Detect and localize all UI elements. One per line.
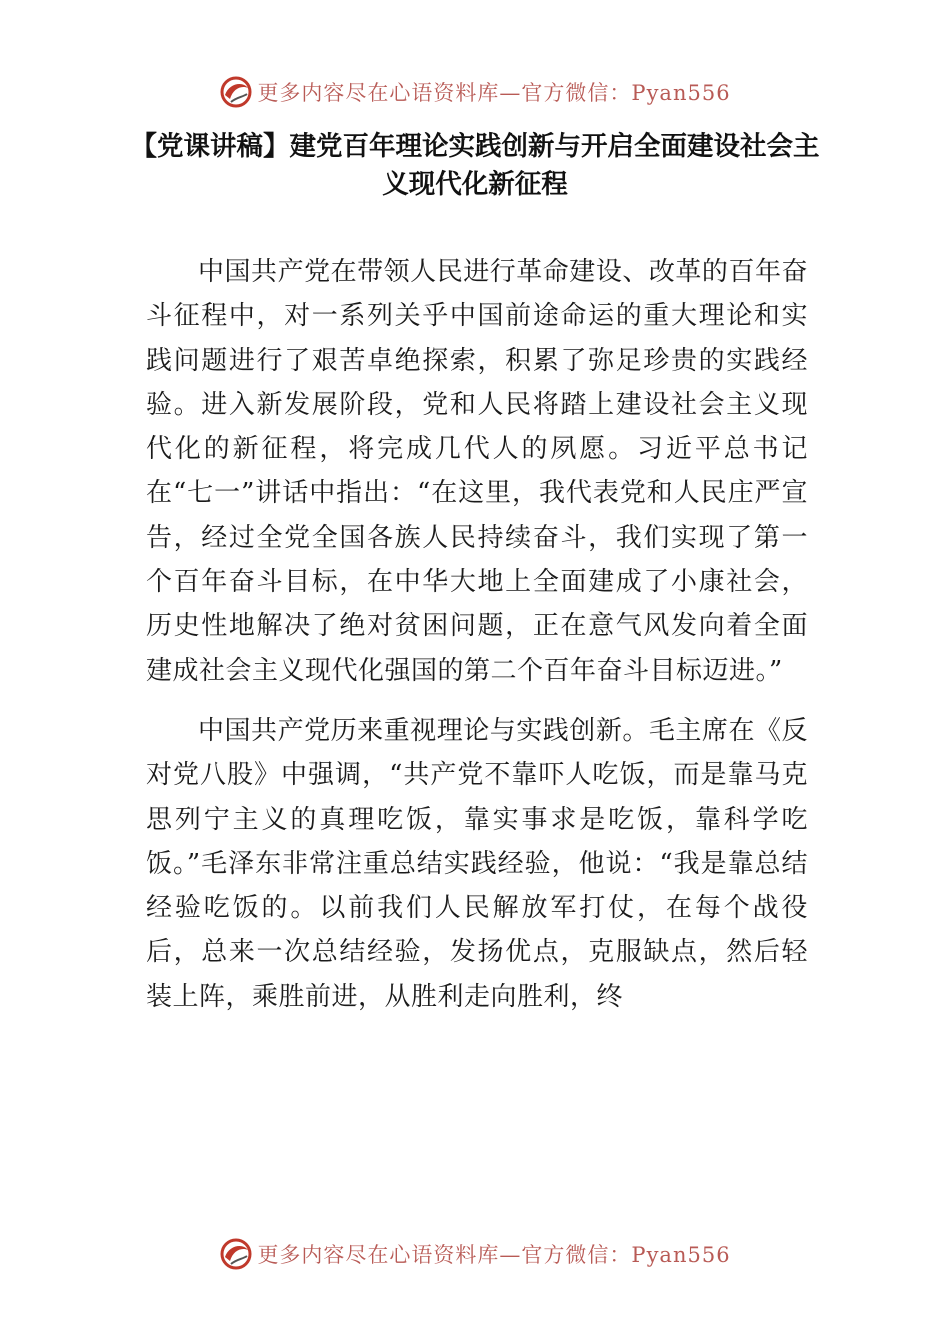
red-swirl-logo-icon <box>219 75 253 109</box>
document-title: 【党课讲稿】建党百年理论实践创新与开启全面建设社会主义现代化新征程 <box>130 131 820 200</box>
header-banner <box>0 72 950 112</box>
document-body <box>146 250 808 1019</box>
paragraph-2: 中国共产党历来重视理论与实践创新。毛主席在《反对党八股》中强调，“共产党不靠吓人吃饭，而是靠马克思列宁主义的真理吃饭，靠实事求是吃饭，靠科学吃饭。”毛泽东非常注重总结实践经验，他说：“我是靠总结经验吃饭的。以前我们人民解放军打仗，在每个战役后，总来一次总结经验，发扬优点，克服缺点，然后轻装上阵，乘胜前进，从胜利走向胜利，终 <box>146 715 808 1012</box>
header-banner-text: 更多内容尽在心语资料库—官方微信：Pyan556 <box>257 81 731 105</box>
paragraph-1: 中国共产党在带领人民进行革命建设、改革的百年奋斗征程中，对一系列关乎中国前途命运的重大理论和实践问题进行了艰苦卓绝探索，积累了弥足珍贵的实践经验。进入新发展阶段，党和人民将踏上建设社会主义现代化的新征程，将完成几代人的夙愿。习近平总书记在“七一”讲话中指出：“在这里，我代表党和人民庄严宣告，经过全党全国各族人民持续奋斗，我们实现了第一个百年奋斗目标，在中华大地上全面建成了小康社会，历史性地解决了绝对贫困问题，正在意气风发向着全面建成社会主义现代化强国的第二个百年奋斗目标迈进。” <box>146 257 808 686</box>
footer-banner <box>0 1234 950 1274</box>
footer-banner-text: 更多内容尽在心语资料库—官方微信：Pyan556 <box>257 1243 731 1267</box>
red-swirl-logo-icon <box>219 1237 253 1271</box>
